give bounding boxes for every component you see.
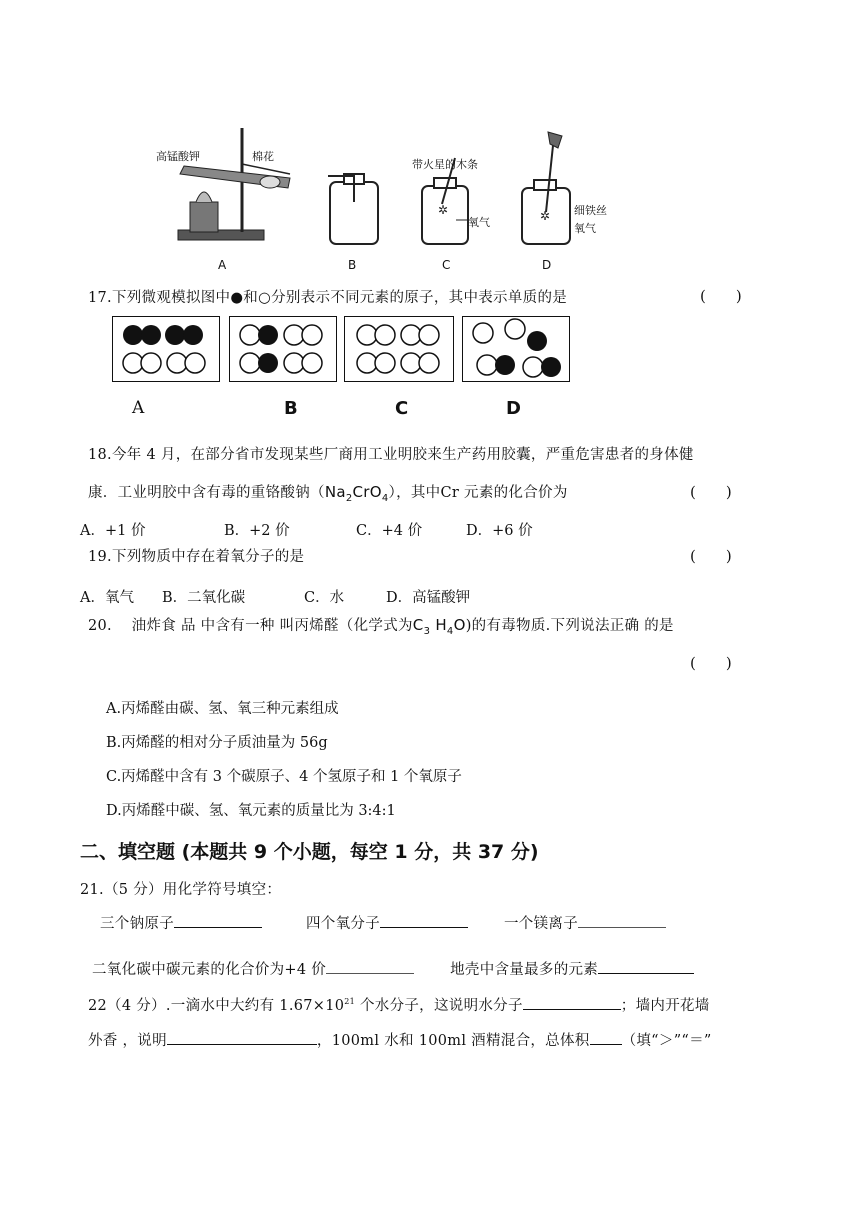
q18-formula-cro: CrO bbox=[352, 483, 382, 501]
apparatus-letter-a: A bbox=[218, 258, 227, 272]
q22-line2-c: （填“＞”“＝” bbox=[621, 1033, 712, 1049]
model-c-atoms bbox=[345, 317, 453, 381]
q20-stem-pre: 20. 油炸食 品 中含有一种 叫丙烯醛（化学式为 bbox=[88, 618, 413, 634]
q20-formula-sub-h: 4 bbox=[446, 626, 454, 637]
q20-option-a[interactable]: A.丙烯醛由碳、氢、氧三种元素组成 bbox=[106, 701, 339, 717]
q17-stem: 17.下列微观模拟图中●和○分别表示不同元素的原子，其中表示单质的是 bbox=[88, 290, 568, 306]
q20-answer-paren[interactable]: ( ) bbox=[690, 654, 732, 672]
q20-option-b[interactable]: B.丙烯醛的相对分子质油量为 56g bbox=[106, 735, 328, 751]
q21-blank-sodium[interactable] bbox=[174, 913, 262, 928]
q17-letter-d: D bbox=[506, 398, 521, 419]
q20-formula-sub-c: 3 bbox=[423, 626, 431, 637]
q18-formula-na: Na bbox=[324, 483, 346, 501]
q21-item-crust-element: 地壳中含量最多的元素 bbox=[450, 962, 599, 978]
q19-stem: 19.下列物质中存在着氧分子的是 bbox=[88, 549, 305, 565]
q21-item-sodium: 三个钠原子 bbox=[100, 916, 174, 932]
model-d-atoms bbox=[463, 317, 569, 381]
q19-option-b[interactable]: B．二氧化碳 bbox=[162, 590, 246, 606]
model-a-atoms bbox=[113, 317, 219, 381]
apparatus-drawing bbox=[150, 122, 590, 274]
model-b-atoms bbox=[230, 317, 336, 381]
q20-option-c[interactable]: C.丙烯醛中含有 3 个碳原子、4 个氢原子和 1 个氧原子 bbox=[106, 769, 462, 785]
q18-formula-sub2: 4 bbox=[381, 493, 389, 504]
q22-line2-a: 外香 ，说明 bbox=[88, 1033, 167, 1049]
q18-option-c[interactable]: C．+4 价 bbox=[356, 523, 423, 539]
q21-blank-magnesium[interactable] bbox=[578, 913, 666, 928]
q19-option-c[interactable]: C．水 bbox=[304, 590, 345, 606]
q18-line2-pre: 康．工业明胶中含有毒的重铬酸钠（ bbox=[88, 485, 325, 501]
q18-formula bbox=[324, 483, 389, 504]
q17-letter-b: B bbox=[284, 398, 298, 419]
q21-item-magnesium: 一个镁离子 bbox=[504, 916, 578, 932]
q21-blank-crust-element[interactable] bbox=[598, 959, 694, 974]
section2-title: 二、填空题 (本题共 9 个小题，每空 1 分，共 37 分) bbox=[80, 841, 539, 863]
q22-exponent: 21 bbox=[344, 997, 356, 1007]
q21-head: 21.（5 分）用化学符号填空： bbox=[80, 882, 282, 898]
q21-row2 bbox=[92, 958, 694, 979]
model-box-a bbox=[112, 316, 220, 382]
q18-line2-post: ），其中Cr 元素的化合价为 bbox=[388, 485, 568, 501]
q22-mid2: ；墙内开花墙 bbox=[620, 998, 710, 1014]
q22-pre: 22（4 分）.一滴水中大约有 1.67×10 bbox=[88, 998, 345, 1014]
q20-stem bbox=[88, 614, 674, 637]
q18-answer-paren[interactable]: ( ) bbox=[690, 483, 732, 501]
q22-line2 bbox=[88, 1029, 712, 1050]
q21-row1 bbox=[100, 912, 666, 933]
label-iron-wire: 细铁丝 bbox=[574, 204, 607, 217]
model-box-b bbox=[229, 316, 337, 382]
q22-blank-fragrance[interactable] bbox=[167, 1030, 317, 1045]
q18-option-d[interactable]: D．+6 价 bbox=[466, 523, 533, 539]
q18-option-a[interactable]: A．+1 价 bbox=[80, 523, 146, 539]
apparatus-letter-c: C bbox=[442, 258, 451, 272]
q17-letter-c: C bbox=[395, 398, 409, 419]
apparatus-letter-d: D bbox=[542, 258, 552, 272]
label-oxygen-c: 氧气 bbox=[468, 216, 490, 229]
svg-text:✲: ✲ bbox=[438, 203, 449, 217]
label-cotton: 棉花 bbox=[252, 150, 274, 163]
q19-option-d[interactable]: D．高锰酸钾 bbox=[386, 590, 471, 606]
q20-formula-c: C bbox=[412, 616, 424, 634]
q21-blank-oxygen[interactable] bbox=[380, 913, 468, 928]
q17-answer-paren[interactable]: ( ) bbox=[700, 287, 742, 305]
q18-formula-sub1: 2 bbox=[345, 493, 353, 504]
q22-line2-b: ，100ml 水和 100ml 酒精混合，总体积 bbox=[316, 1033, 590, 1049]
q21-item-carbon-valence: 二氧化碳中碳元素的化合价为+4 价 bbox=[92, 962, 327, 978]
q18-stem-line2 bbox=[88, 481, 568, 504]
q20-formula-h: H bbox=[430, 616, 447, 634]
q18-stem-line1: 18.今年 4 月，在部分省市发现某些厂商用工业明胶来生产药用胶囊，严重危害患者的身体健 bbox=[88, 447, 694, 463]
q21-blank-carbon-valence[interactable] bbox=[326, 959, 414, 974]
q20-formula bbox=[412, 616, 466, 637]
q20-formula-o: O bbox=[453, 616, 466, 634]
apparatus-letter-b: B bbox=[348, 258, 357, 272]
q19-answer-paren[interactable]: ( ) bbox=[690, 547, 732, 565]
q22-blank-volume[interactable] bbox=[590, 1030, 622, 1045]
q19-option-a[interactable]: A．氧气 bbox=[80, 590, 134, 606]
q18-option-b[interactable]: B．+2 价 bbox=[224, 523, 290, 539]
apparatus-figure bbox=[150, 122, 607, 274]
model-box-c bbox=[344, 316, 454, 382]
q21-item-oxygen: 四个氧分子 bbox=[306, 916, 380, 932]
label-oxygen-d: 氧气 bbox=[574, 222, 596, 235]
q20-stem-post: )的有毒物质.下列说法正确 的是 bbox=[465, 618, 674, 634]
svg-text:✲: ✲ bbox=[540, 209, 551, 223]
q22-blank-water-molecule[interactable] bbox=[523, 995, 621, 1010]
q22-mid: 个水分子，这说明水分子 bbox=[355, 998, 523, 1014]
model-box-d bbox=[462, 316, 570, 382]
q22-line1 bbox=[88, 994, 710, 1015]
q17-letter-a: A bbox=[132, 398, 145, 418]
q20-option-d[interactable]: D.丙烯醛中碳、氢、氧元素的质量比为 3:4:1 bbox=[106, 803, 396, 819]
label-splint: 带火星的木条 bbox=[412, 158, 478, 171]
label-kmno4: 高锰酸钾 bbox=[156, 150, 200, 163]
